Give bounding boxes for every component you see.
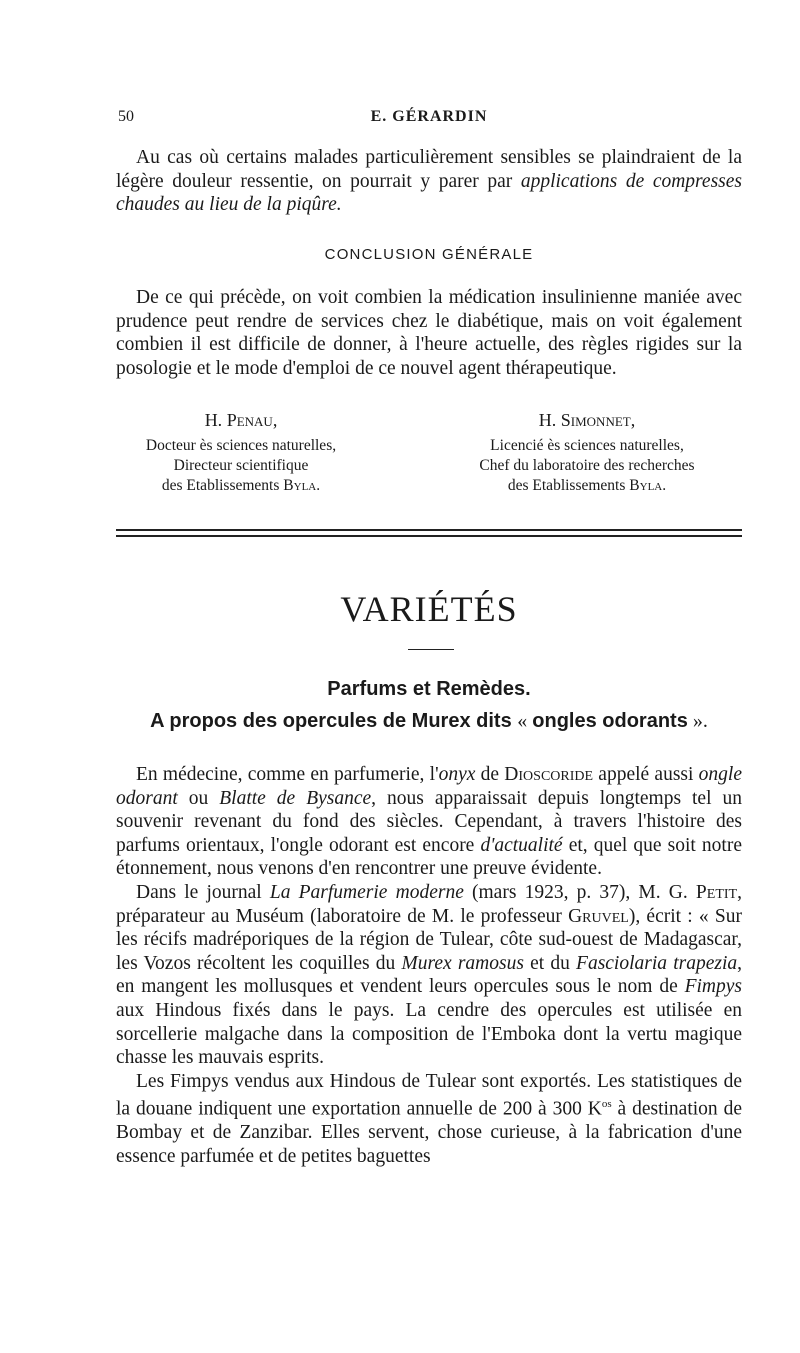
suffix: , bbox=[630, 410, 636, 430]
signature-right-title1: Licencié ès sciences naturelles, bbox=[490, 437, 684, 454]
para2-segment: , préparateur au Muséum (laboratoire de M. le professeur bbox=[116, 881, 742, 927]
quote-open: « bbox=[517, 710, 533, 732]
para1-segment: et, quel que soit notre étonnement, nous venons d'en rencontrer une preuve évidente. bbox=[116, 834, 742, 880]
running-head: E. GÉRARDIN bbox=[370, 108, 488, 125]
para2-segment: Gruvel bbox=[568, 905, 629, 927]
signature-right-title3 bbox=[462, 476, 712, 496]
para3-segment: os bbox=[601, 1098, 612, 1111]
signatures bbox=[116, 410, 742, 510]
intro-text: Au cas où certains malades particulièrement sensibles se plaindraient de la légère douleur ressentie, on pourrait y parer par bbox=[116, 147, 742, 192]
para1-segment: de bbox=[475, 764, 505, 785]
para1-segment: , nous apparaissait depuis longtemps tel un souvenir revenant du fond des siècles. Cependant, à travers l'histoire des parfums orientaux, l'ongle odorant est encore bbox=[116, 787, 742, 856]
intro-italic: applications de compresses chaudes au lieu de la piqûre. bbox=[116, 170, 742, 216]
surname: Simonnet bbox=[560, 410, 631, 430]
signature-right-name bbox=[462, 410, 712, 430]
para2-segment: Petit bbox=[695, 881, 738, 903]
title-main: A propos des opercules de Murex dits bbox=[150, 710, 518, 732]
page-header bbox=[118, 108, 740, 132]
para2-segment: aux Hindous fixés dans le pays. La cendre des opercules est utilisée en sorcellerie malgache dans la composition de l'Emboka dont la vertu magique chasse les mauvais esprits. bbox=[116, 999, 742, 1069]
para2-segment: (mars 1923, p. 37), M. G. bbox=[463, 881, 696, 903]
para1-segment: appelé aussi bbox=[593, 764, 699, 785]
para1-segment: onyx bbox=[438, 764, 476, 785]
para2-segment: , en mangent les mollusques et vendent leurs opercules sous le nom de bbox=[116, 952, 742, 998]
signature-left-title1: Docteur ès sciences naturelles, bbox=[145, 437, 337, 454]
para1-segment: Blatte de Bysance bbox=[219, 787, 372, 809]
para1-segment: ou bbox=[177, 787, 220, 809]
signature-left-name bbox=[116, 410, 366, 430]
article-body bbox=[116, 763, 742, 1169]
company: Byla. bbox=[629, 477, 667, 494]
intro-paragraph-block bbox=[116, 146, 742, 217]
initial: H. bbox=[538, 410, 561, 430]
para2-segment: Dans le journal bbox=[136, 881, 270, 903]
page-number: 50 bbox=[118, 108, 134, 125]
para1-segment: d'actualité bbox=[480, 834, 563, 856]
signature-right-title2: Chef du laboratoire des recherches bbox=[479, 457, 695, 474]
intro-paragraph bbox=[116, 146, 742, 217]
para3-segment: Les Fimpys vendus aux Hindous de Tulear sont exportés. Les statistiques de la douane indiquent une exportation annuelle de 200 à 300 K bbox=[116, 1070, 742, 1120]
article-paragraph-2 bbox=[116, 881, 742, 1070]
title-quoted: ongles odorants bbox=[532, 710, 688, 732]
signature-left-title3 bbox=[116, 476, 366, 496]
para1-segment: En médecine, comme en parfumerie, l' bbox=[136, 764, 439, 785]
para2-segment: Fasciolaria trapezia bbox=[576, 952, 738, 974]
para3-segment: à destination de Bombay et de Zanzibar. Elles servent, chose curieuse, à la fabrication d'une essence parfumée et de petites baguettes bbox=[116, 1098, 742, 1167]
text: des Etablissements bbox=[161, 477, 284, 494]
article-paragraph-1 bbox=[116, 763, 742, 881]
signature-left-title2: Directeur scientifique bbox=[173, 457, 309, 474]
varietes-title: VARIÉTÉS bbox=[340, 589, 518, 629]
conclusion-block bbox=[116, 286, 742, 380]
para2-segment: ), écrit : « Sur les récifs madréporiques de la région de Tulear, côte sud-ouest de Madagascar, les Vozos récoltent les coquilles du bbox=[116, 905, 742, 974]
para2-segment: Murex ramosus bbox=[401, 952, 524, 974]
text: des Etablissements bbox=[507, 477, 630, 494]
article-subtitle: Parfums et Remèdes. bbox=[327, 678, 531, 700]
section-divider-top bbox=[116, 529, 742, 531]
quote-close: ». bbox=[687, 710, 708, 732]
section-divider-bottom bbox=[116, 535, 742, 537]
para1-segment: ongle odorant bbox=[116, 764, 742, 809]
conclusion-paragraph: De ce qui précède, on voit combien la médication insulinienne maniée avec prudence peut rendre de services chez le diabétique, mais on voit également combien il est difficile de donner, à l'heure actuelle, des règles rigides sur la posologie et le mode d'emploi de ce nouvel agent thérapeutique. bbox=[116, 287, 742, 379]
para2-segment: La Parfumerie moderne bbox=[269, 881, 464, 903]
signature-left bbox=[116, 410, 366, 496]
article-paragraph-3 bbox=[116, 1070, 742, 1169]
para2-segment: Fimpys bbox=[684, 976, 742, 998]
article-title bbox=[116, 710, 742, 733]
surname: Penau bbox=[226, 410, 273, 430]
conclusion-heading: CONCLUSION GÉNÉRALE bbox=[324, 246, 534, 263]
suffix: , bbox=[272, 410, 278, 430]
para1-segment: Dioscoride bbox=[504, 764, 594, 785]
company: Byla. bbox=[283, 477, 321, 494]
signature-right bbox=[462, 410, 712, 496]
title-underline bbox=[408, 649, 454, 650]
para2-segment: et du bbox=[523, 952, 577, 974]
initial: H. bbox=[204, 410, 227, 430]
